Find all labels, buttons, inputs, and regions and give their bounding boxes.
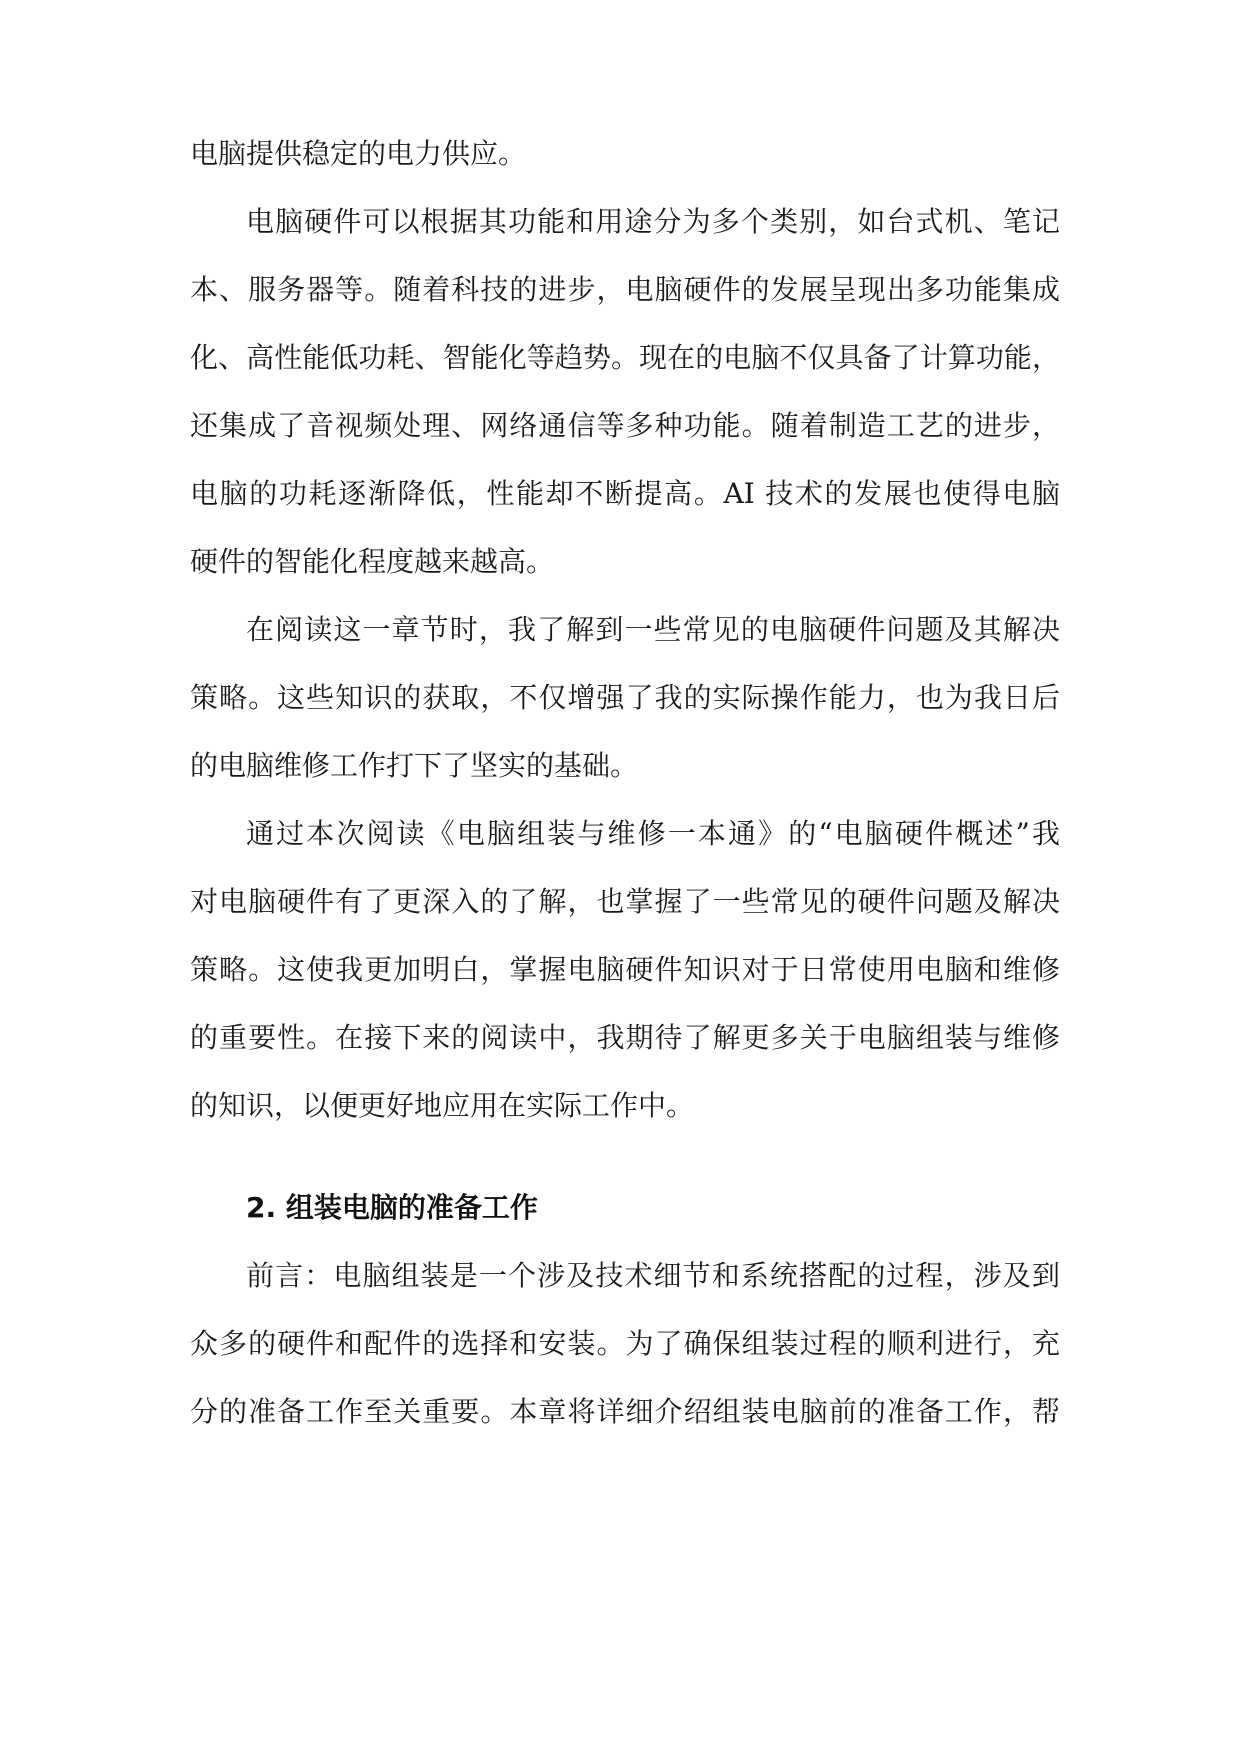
paragraph-line: 本、服务器等。随着科技的进步，电脑硬件的发展呈现出多功能集成 xyxy=(190,273,1060,306)
paragraph-line: 策略。这使我更加明白，掌握电脑硬件知识对于日常使用电脑和维修 xyxy=(190,953,1060,986)
paragraph-line: 电脑硬件可以根据其功能和用途分为多个类别，如台式机、笔记 xyxy=(246,205,1060,238)
paragraph-line: 的电脑维修工作打下了坚实的基础。 xyxy=(190,749,639,782)
section-line: 前言：电脑组装是一个涉及技术细节和系统搭配的过程，涉及到 xyxy=(246,1259,1060,1292)
paragraph-line: 对电脑硬件有了更深入的了解，也掌握了一些常见的硬件问题及解决 xyxy=(190,885,1060,918)
paragraph-line: 策略。这些知识的获取，不仅增强了我的实际操作能力，也为我日后 xyxy=(190,681,1060,714)
paragraph-line: 电脑的功耗逐渐降低，性能却不断提高。AI 技术的发展也使得电脑 xyxy=(190,477,1060,510)
paragraph-line: 电脑提供稳定的电力供应。 xyxy=(190,137,527,170)
paragraph-line: 的知识，以便更好地应用在实际工作中。 xyxy=(190,1089,695,1122)
paragraph-line: 还集成了音视频处理、网络通信等多种功能。随着制造工艺的进步， xyxy=(190,409,1060,442)
paragraph-line: 通过本次阅读《电脑组装与维修一本通》的“电脑硬件概述”我 xyxy=(246,817,1060,850)
paragraph-line: 在阅读这一章节时，我了解到一些常见的电脑硬件问题及其解决 xyxy=(246,613,1060,646)
paragraph-line: 化、高性能低功耗、智能化等趋势。现在的电脑不仅具备了计算功能， xyxy=(190,341,1060,374)
section-heading: 2. 组装电脑的准备工作 xyxy=(246,1191,538,1224)
paragraph-line: 硬件的智能化程度越来越高。 xyxy=(190,545,555,578)
section-line: 众多的硬件和配件的选择和安装。为了确保组装过程的顺利进行，充 xyxy=(190,1327,1060,1360)
paragraph-line: 的重要性。在接下来的阅读中，我期待了解更多关于电脑组装与维修 xyxy=(190,1021,1060,1054)
section-line: 分的准备工作至关重要。本章将详细介绍组装电脑前的准备工作，帮 xyxy=(190,1395,1060,1428)
